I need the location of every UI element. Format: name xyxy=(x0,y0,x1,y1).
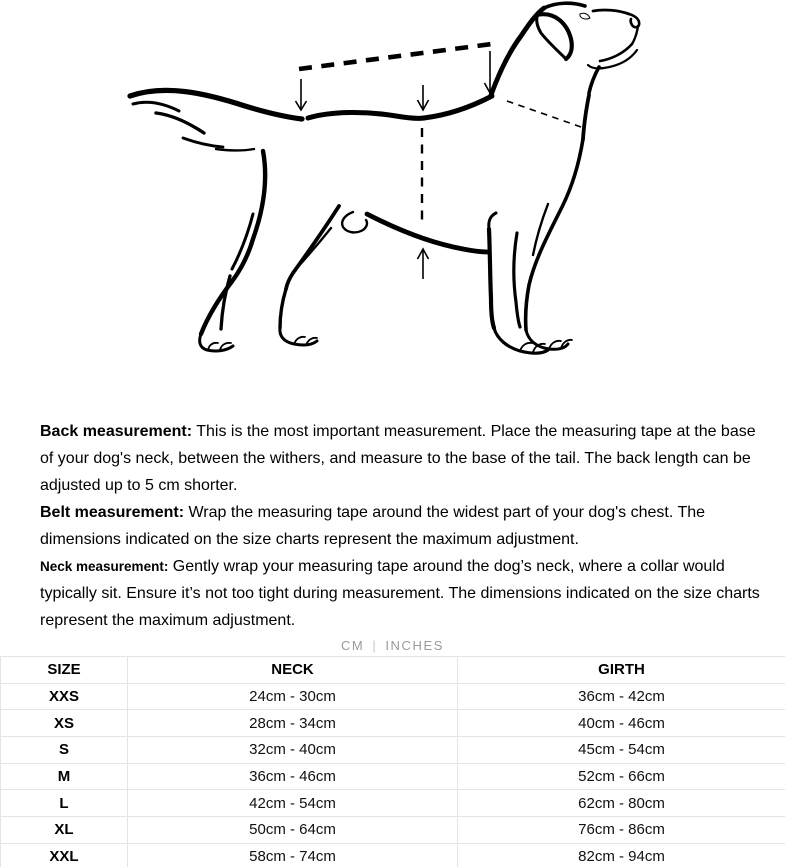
column-header-size: SIZE xyxy=(1,657,128,684)
size-cell: XL xyxy=(1,817,128,844)
neck-measurement-text: Gently wrap your measuring tape around the dog’s neck, where a collar would typically sit. Ensure it’s not too tight during measurement. The dimensions indicated on the size charts represent the maximum adjustment. xyxy=(40,558,760,629)
girth-cell: 36cm - 42cm xyxy=(458,683,785,710)
neck-measurement-dashed-line xyxy=(507,101,584,128)
down-arrow-icon xyxy=(418,85,429,110)
belt-measurement-label: Belt measurement: xyxy=(40,504,185,521)
size-chart-table xyxy=(0,656,785,867)
size-cell: XXS xyxy=(1,683,128,710)
back-measurement-paragraph xyxy=(40,418,773,499)
table-row xyxy=(1,817,785,844)
dog-outline xyxy=(130,3,639,353)
table-row xyxy=(1,710,785,737)
down-arrow-icon xyxy=(296,79,307,110)
table-row xyxy=(1,683,785,710)
back-measurement-text: This is the most important measurement. Place the measuring tape at the base of your dog's neck, between the withers, and measure to the base of the tail. The back length can be adjusted up to 5 cm shorter. xyxy=(40,423,756,494)
belt-measurement-paragraph xyxy=(40,499,773,553)
table-row xyxy=(1,763,785,790)
unit-toggle xyxy=(0,637,785,654)
size-cell: XS xyxy=(1,710,128,737)
down-arrow-icon xyxy=(485,51,496,93)
table-row xyxy=(1,737,785,764)
back-measurement-label: Back measurement: xyxy=(40,423,193,440)
neck-cell: 32cm - 40cm xyxy=(128,737,458,764)
girth-cell: 82cm - 94cm xyxy=(458,843,785,867)
table-row xyxy=(1,790,785,817)
belt-measurement-text: Wrap the measuring tape around the widest part of your dog's chest. The dimensions indicated on the size charts represent the maximum adjustment. xyxy=(40,504,706,548)
back-measurement-dashed-line xyxy=(299,44,492,69)
neck-cell: 24cm - 30cm xyxy=(128,683,458,710)
neck-cell: 28cm - 34cm xyxy=(128,710,458,737)
table-row xyxy=(1,843,785,867)
girth-cell: 52cm - 66cm xyxy=(458,763,785,790)
neck-measurement-paragraph xyxy=(40,553,773,634)
size-chart-header-row xyxy=(1,657,785,684)
size-cell: XXL xyxy=(1,843,128,867)
column-header-girth: GIRTH xyxy=(458,657,785,684)
girth-cell: 40cm - 46cm xyxy=(458,710,785,737)
size-cell: M xyxy=(1,763,128,790)
neck-cell: 58cm - 74cm xyxy=(128,843,458,867)
girth-cell: 45cm - 54cm xyxy=(458,737,785,764)
neck-cell: 50cm - 64cm xyxy=(128,817,458,844)
up-arrow-icon xyxy=(418,249,429,279)
size-cell: L xyxy=(1,790,128,817)
girth-cell: 62cm - 80cm xyxy=(458,790,785,817)
neck-cell: 36cm - 46cm xyxy=(128,763,458,790)
neck-cell: 42cm - 54cm xyxy=(128,790,458,817)
unit-toggle-divider: | xyxy=(372,638,378,653)
unit-option-inches[interactable]: INCHES xyxy=(385,638,445,653)
size-cell: S xyxy=(1,737,128,764)
measurement-instructions xyxy=(40,418,773,634)
unit-option-cm[interactable]: CM xyxy=(340,638,365,653)
neck-measurement-label: Neck measurement: xyxy=(40,559,169,574)
dog-measurement-diagram xyxy=(0,0,785,410)
column-header-neck: NECK xyxy=(128,657,458,684)
girth-cell: 76cm - 86cm xyxy=(458,817,785,844)
